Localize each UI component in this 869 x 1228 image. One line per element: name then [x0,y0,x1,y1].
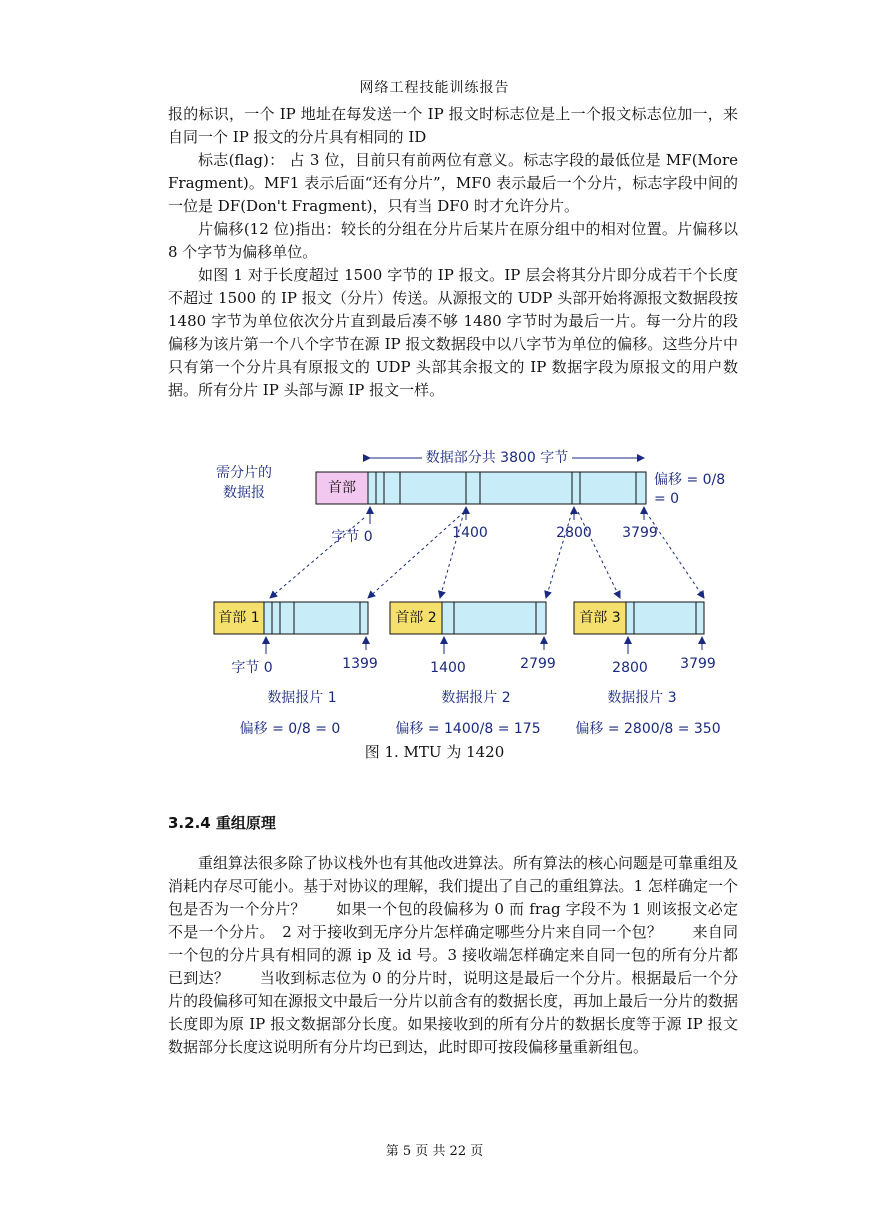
map-arrow-3a [578,512,620,598]
paragraph: 如图 1 对于长度超过 1500 字节的 IP 报文。IP 层会将其分片即分成若干个长度不超过 1500 的 IP 报文（分片）传送。从源报文的 UDP 头部开始将源报文数据段按 1480 字节为单位依次分片直到最后凑不够 1480 字节时为最后一片。每一分片的段偏移为该片第一个八个字节在源 IP 报文数据段中以八字节为单位的偏移。这些分片中只有第一个分片具有原报文的 UDP 头部其余报文的 IP 数据字段为原报文的用户数据。所有分片 IP 头部与源 IP 报文一样。 [168,266,738,399]
fragment-2-name: 数据报片 2 [441,690,511,706]
fragment-2-header-label: 首部 2 [395,610,437,626]
datagram-label-line1: 需分片的 [216,465,272,481]
datagram-label-line2: 数据报 [223,485,265,501]
top-tick-2800: 2800 [556,525,592,541]
fragment-3-header-label: 首部 3 [579,610,621,626]
top-offset-label-1: 偏移 = 0/8 [654,472,726,488]
fragment-2-end: 2799 [520,656,556,672]
top-tick-3799: 3799 [622,525,658,541]
fragment-1-end: 1399 [342,656,378,672]
body-text-top [168,103,738,402]
paragraph: 重组算法很多除了协议栈外也有其他改进算法。所有算法的核心问题是可靠重组及消耗内存尽可能小。基于对协议的理解，我们提出了自己的重组算法。1 怎样确定一个包是否为一个分片？ 如果一个包的段偏移为 0 而 frag 字段不为 1 则该报文必定不是一个分片。 2 对于接收到无序分片怎样确定哪些分片来自同一个包？ 来自同一个包的分片具有相同的源 ip 及 id 号。3 接收端怎样确定来自同一包的所有分片都已到达？ 当收到标志位为 0 的分片时，说明这是最后一个分片。根据最后一个分片的段偏移可知在源报文中最后一分片以前含有的数据长度，再加上最后一分片的数据长度即为原 IP 报文数据部分长度。如果接收到的所有分片的数据长度等于源 IP 报文数据部分长度这说明所有分片均已到达，此时即可按段偏移量重新组包。 [168,854,739,1056]
figure-caption: 图 1. MTU 为 1420 [364,743,505,761]
fragment-1-name: 数据报片 1 [267,690,337,706]
top-tick-0: 字节 0 [331,529,373,545]
top-data-box [368,472,646,504]
fragment-3-end: 3799 [680,656,716,672]
section-heading: 3.2.4 重组原理 [168,814,276,832]
fragment-1-header-label: 首部 1 [218,610,260,626]
fragment-3-data-box [626,602,704,634]
span-label: 数据部分共 3800 字节 [425,450,569,466]
fragment-2-offset: 偏移 = 1400/8 = 175 [395,721,541,737]
fragment-1-offset: 偏移 = 0/8 = 0 [239,721,341,737]
fragment-1-start: 字节 0 [231,660,273,676]
fragmentation-diagram [200,440,740,740]
top-header-label: 首部 [328,480,356,496]
fragment-2-start: 1400 [430,660,466,676]
paragraph: 标志(flag)： 占 3 位，目前只有前两位有意义。标志字段的最低位是 MF(More Fragment)。MF1 表示后面“还有分片”，MF0 表示最后一个分片，标志字段中间的一位是 DF(Don't Fragment)，只有当 DF0 时才允许分片。 [168,151,738,215]
map-arrow-1a [270,518,364,598]
paragraph: 片偏移(12 位)指出：较长的分组在分片后某片在原分组中的相对位置。片偏移以 8 个字节为偏移单位。 [168,220,738,261]
fragment-3-offset: 偏移 = 2800/8 = 350 [575,721,721,737]
top-tick-1400: 1400 [452,525,488,541]
top-offset-label-2: = 0 [654,491,680,507]
fragment-3-start: 2800 [612,660,648,676]
fragment-3-name: 数据报片 3 [607,690,677,706]
page-header: 网络工程技能训练报告 [359,80,510,96]
page-footer: 第 5 页 共 22 页 [385,1144,484,1159]
fragment-2-data-box [442,602,546,634]
body-text-bottom [168,852,738,1059]
paragraph: 报的标识，一个 IP 地址在每发送一个 IP 报文时标志位是上一个报文标志位加一，来自同一个 IP 报文的分片具有相同的 ID [168,105,738,146]
map-arrow-1b [368,512,464,598]
